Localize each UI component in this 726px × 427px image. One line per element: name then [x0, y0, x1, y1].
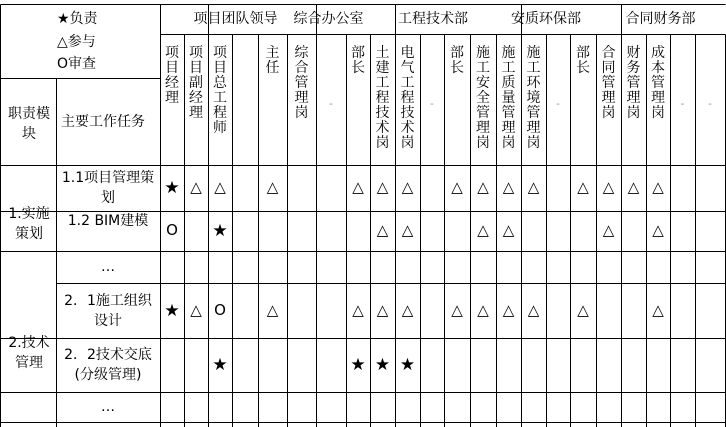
matrix-mark: O: [166, 221, 178, 239]
matrix-mark: △: [627, 178, 640, 196]
matrix-mark: △: [577, 178, 589, 196]
role-header-c11: -: [430, 97, 434, 110]
matrix-mark: △: [352, 300, 364, 319]
role-header-c20: 成本管理岗: [651, 45, 665, 121]
role-header-c10: 电气工程技术岗: [400, 45, 415, 151]
matrix-mark: △: [376, 300, 389, 319]
role-header-c8: 部长: [351, 45, 365, 76]
matrix-mark: △: [376, 178, 389, 196]
matrix-mark: △: [527, 300, 540, 319]
role-header-c14: 施工质量管理岗: [501, 45, 516, 151]
legend-lead: ★负责: [57, 11, 98, 27]
matrix-mark: △: [477, 221, 489, 239]
matrix-mark: △: [602, 221, 615, 239]
role-header-c17: 部长: [576, 45, 590, 76]
matrix-mark: ★: [212, 355, 228, 375]
matrix-mark: △: [401, 221, 414, 239]
task-label: …: [101, 399, 115, 415]
matrix-mark: ★: [374, 355, 391, 375]
row-header-task: 主要工作任务: [61, 114, 145, 130]
department-header: 合同财务部: [625, 11, 696, 27]
department-header: 工程技术部: [398, 11, 468, 27]
matrix-mark: ★: [164, 178, 180, 198]
module-label: 1.实施策划: [8, 206, 50, 242]
matrix-mark: △: [477, 300, 489, 319]
matrix-mark: △: [376, 221, 389, 239]
role-header-c13: 施工安全管理岗: [476, 45, 490, 151]
matrix-mark: △: [401, 300, 414, 319]
matrix-mark: ★: [164, 300, 180, 321]
matrix-mark: ★: [212, 221, 228, 241]
role-header-c2: 项目副经理: [189, 45, 203, 121]
role-header-c19: 财务管理岗: [626, 45, 641, 121]
matrix-mark: △: [214, 178, 226, 196]
matrix-mark: △: [352, 178, 364, 196]
task-label: 1.1项目管理策划: [61, 170, 155, 206]
role-header-c22: -: [708, 97, 712, 110]
matrix-mark: △: [266, 300, 279, 319]
matrix-mark: △: [477, 178, 489, 196]
department-header: 安质环保部: [511, 11, 581, 27]
matrix-mark: ★: [350, 355, 366, 375]
module-label: 2.技术管理: [8, 334, 50, 371]
matrix-mark: △: [652, 221, 664, 239]
matrix-mark: △: [502, 300, 515, 319]
task-label: …: [101, 259, 115, 275]
legend-participate: △参与: [57, 34, 96, 50]
task-label: 1.2 BIM建模: [67, 213, 149, 229]
role-header-c1: 项目经理: [165, 45, 179, 106]
task-label: 2．1施工组织设计: [64, 292, 152, 329]
matrix-mark: ★: [399, 355, 416, 375]
row-header-module: 职责模块: [8, 106, 50, 142]
department-header: 综合办公室: [293, 11, 364, 27]
role-header-c9: 土建工程技术岗: [375, 45, 390, 151]
matrix-mark: △: [502, 221, 515, 239]
matrix-mark: △: [652, 300, 664, 319]
role-header-c3: 项目总工程师: [213, 45, 227, 136]
matrix-mark: O: [214, 300, 226, 319]
matrix-mark: △: [602, 178, 615, 196]
matrix-mark: △: [190, 178, 202, 196]
matrix-mark: △: [190, 300, 202, 319]
matrix-mark: △: [401, 178, 414, 196]
role-header-c16: -: [556, 97, 560, 110]
role-header-c5: 主任: [265, 45, 280, 76]
role-header-c15: 施工环境管理岗: [526, 45, 541, 151]
role-header-c12: 部长: [450, 45, 464, 76]
matrix-mark: △: [451, 300, 463, 319]
matrix-mark: △: [577, 300, 589, 319]
legend-review: O审查: [57, 56, 97, 72]
role-header-c7: -: [329, 97, 333, 110]
matrix-mark: △: [527, 178, 540, 196]
matrix-mark: △: [451, 178, 463, 196]
department-header: 项目团队领导: [193, 11, 278, 27]
matrix-mark: △: [652, 178, 664, 196]
matrix-mark: △: [266, 178, 279, 196]
matrix-mark: △: [502, 178, 515, 196]
task-label: 2．2技术交底(分级管理): [64, 347, 152, 383]
role-header-c18: 合同管理岗: [601, 45, 616, 121]
role-header-c6: 综合管理岗: [294, 45, 309, 121]
role-header-c21: -: [680, 97, 685, 110]
